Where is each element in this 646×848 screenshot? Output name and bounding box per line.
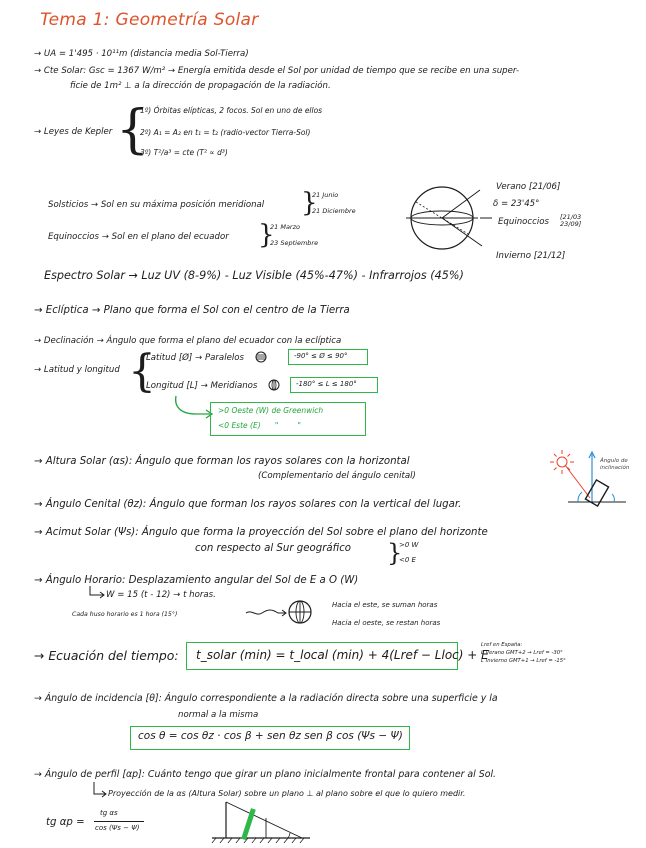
globe-equinoccios-dates: [21/03 23/09] [560,213,582,229]
horario-oeste: Hacia el oeste, se restan horas [332,619,441,627]
kepler-law-3: 3º) T²/a³ = cte (T² ∝ d³) [140,148,228,157]
page-title: Tema 1: Geometría Solar [40,10,259,30]
longitude-globe-icon [268,379,280,391]
equinoccios-label: Equinoccios → Sol en el plano del ecuador [48,232,229,242]
incidencia-line-2: normal a la misma [178,710,259,720]
huso-squiggle-arrow [246,607,290,619]
horario-este: Hacia el este, se suman horas [332,601,438,609]
longitud-oeste: >0 Oeste (W) de Greenwich [218,406,324,415]
latlong-label: → Latitud y longitud [34,365,120,375]
solsticio-junio: 21 Junio [312,191,339,199]
sun-ray-line [226,802,302,838]
longitud-label: Longitud [L] → Meridianos [146,381,258,391]
acimut-line-1: → Acimut Solar (Ψs): Ángulo que forma la proyección del Sol sobre el plano del horizonte [34,527,488,538]
ecuacion-formula: t_solar (min) = t_local (min) + 4(Lref − Lloc) + E [196,648,489,662]
globe-equinoccios-label: Equinoccios [498,217,549,227]
solsticio-diciembre: 21 Diciembre [312,207,356,215]
equinoccio-septiembre: 23 Septiembre [270,239,319,247]
ground-hatch [212,838,304,843]
perfil-formula-num: tg αs [100,809,118,817]
equinoccios-brace: } [258,220,275,250]
latlong-brace: { [128,346,156,397]
incidencia-formula: cos θ = cos θz · cos β + sen θz sen β cos (Ψs − Ψ) [138,730,403,742]
acimut-neg: <0 E [399,556,416,564]
perfil-fraction-bar [94,821,144,822]
clock-globe-icon [286,598,314,626]
ua-line: → UA = 1'495 · 10¹¹m (distancia media Sol-Tierra) [34,49,249,59]
acimut-brace: } [387,539,403,567]
globe-diagram [400,180,496,260]
horario-arrow [88,586,106,600]
kepler-law-1: 1º) Órbitas elípticas, 2 focos. Sol en uno de ellos [140,106,323,115]
latitud-label: Latitud [Ø] → Paralelos [146,353,244,363]
solsticios-brace: } [301,188,318,218]
horario-line-1: → Ángulo Horario: Desplazamiento angular del Sol de E a O (W) [34,575,359,586]
cte-solar-line-2: ficie de 1m² ⊥ a la dirección de propagación de la radiación. [70,81,331,91]
cte-solar-line-1: → Cte Solar: Gsc = 1367 W/m² → Energía emitida desde el Sol por unidad de tiempo que se recibe en una super- [34,66,520,76]
equinoccio-marzo: 21 Marzo [270,223,300,231]
ecuacion-note-2: L Verano GMT+2 → Lref = -30° [481,650,563,656]
globe-delta-label: δ = 23'45° [493,199,540,209]
declinacion-line: → Declinación → Ángulo que forma el plano del ecuador con la eclíptica [34,336,342,346]
acimut-pos: >0 W [399,541,419,549]
kepler-law-2: 2º) A₁ = A₂ en t₁ = t₂ (radio-vector Tierra-Sol) [140,128,311,137]
ecuacion-note-3: L Invierno GMT+1 → Lref = -15° [481,658,566,664]
acimut-line-2: con respecto al Sur geográfico [195,543,352,554]
perfil-formula-lhs: tg αp = [46,817,85,828]
ecuacion-note-1: Lref en España: [481,642,523,648]
globe-invierno-label: Invierno [21/12] [496,251,566,261]
perfil-formula-den: cos (Ψs − Ψ) [95,824,140,832]
incidencia-line-1: → Ángulo de incidencia [θ]: Ángulo correspondiente a la radiación directa sobre una superficie y la [34,693,498,704]
longitud-range: -180° ≤ L ≤ 180° [296,380,357,388]
horario-formula: W = 15 (t - 12) → t horas. [106,590,216,600]
ecuacion-label: → Ecuación del tiempo: [34,648,179,663]
perfil-line-1: → Ángulo de perfil [αp]: Cuánto tengo que girar un plano inicialmente frontal para contener al Sol. [34,769,497,780]
longitud-este: <0 Este (E) " " [218,421,301,430]
solsticios-label: Solsticios → Sol en su máxima posición meridional [48,200,265,210]
horario-huso: Cada huso horario es 1 hora (15°) [72,611,178,618]
perfil-line-2: Proyección de la αs (Altura Solar) sobre un plano ⊥ al plano sobre el que lo quiero medir. [108,789,466,798]
kepler-brace: { [116,100,150,160]
sun-fig-note: Ángulo de inclinación [600,458,630,471]
sun-ray [565,465,590,498]
latitude-globe-icon [255,351,267,363]
kepler-label: → Leyes de Kepler [34,127,113,137]
ecliptica-line: → Eclíptica → Plano que forma el Sol con el centro de la Tierra [34,305,350,316]
altura-solar-line-1: → Altura Solar (αs): Ángulo que forman los rayos solares con la horizontal [34,456,410,467]
perfil-arrow [92,782,108,798]
espectro-solar: Espectro Solar → Luz UV (8-9%) - Luz Visible (45%-47%) - Infrarrojos (45%) [44,269,464,282]
cenital-line: → Ángulo Cenital (θz): Ángulo que forman los rayos solares con la vertical del lugar. [34,499,462,510]
latitud-range: -90° ≤ Ø ≤ 90° [294,352,348,360]
perfil-diagram [206,798,316,844]
globe-verano-label: Verano [21/06] [496,182,561,192]
sun-icon [550,450,574,474]
altura-solar-line-2: (Complementario del ángulo cenital) [258,471,416,481]
